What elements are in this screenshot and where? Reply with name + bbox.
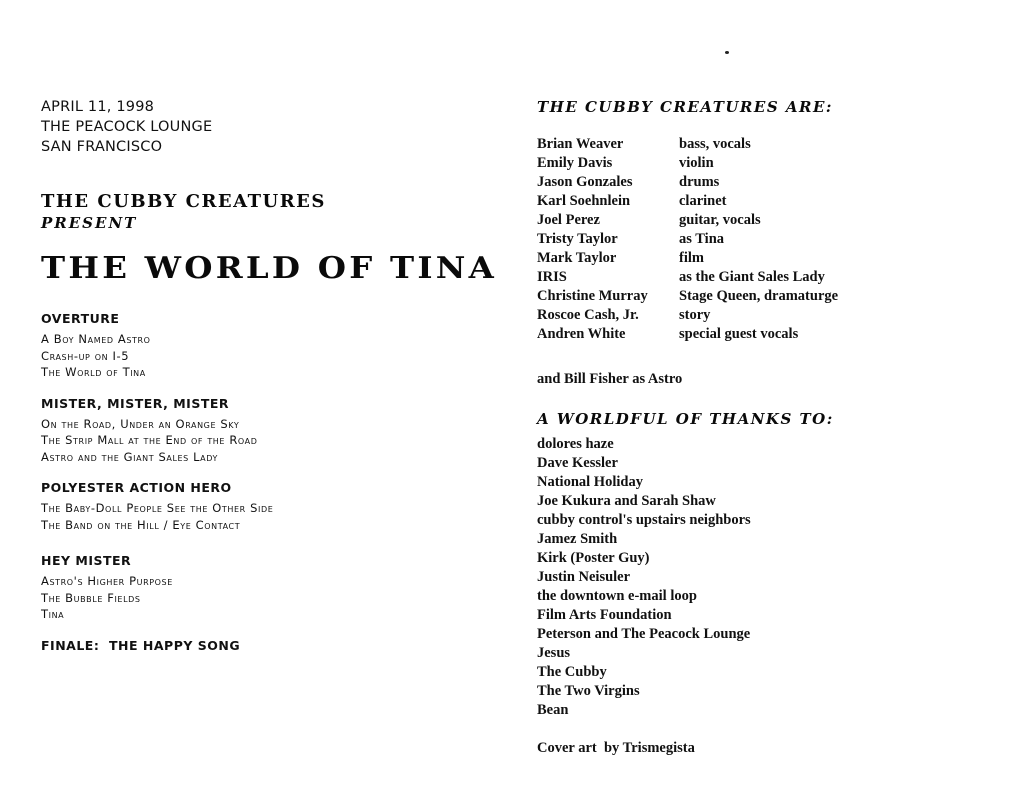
member-name: Brian Weaver [537, 136, 624, 152]
program-right-column [537, 97, 997, 758]
member-row [537, 306, 997, 325]
thanks-item: The Cubby [537, 664, 607, 680]
song-item: Crash-up on I-5 [41, 348, 130, 363]
guest-line: and Bill Fisher as Astro [537, 371, 683, 387]
member-role: clarinet [679, 193, 727, 209]
members-list [537, 135, 997, 344]
event-city: SAN FRANCISCO [41, 139, 163, 155]
song-item: The Bubble Fields [41, 590, 141, 605]
present-heading: PRESENT [41, 214, 138, 232]
thanks-item: Kirk (Poster Guy) [537, 550, 650, 566]
set-polyester-action-hero [41, 480, 481, 533]
member-role: story [679, 307, 711, 323]
member-name: Tristy Taylor [537, 231, 618, 247]
set-title: OVERTURE [41, 311, 120, 326]
thanks-item: Bean [537, 702, 569, 718]
thanks-item: National Holiday [537, 474, 643, 490]
set-hey-mister [41, 553, 481, 623]
member-row [537, 211, 997, 230]
thanks-item: Jamez Smith [537, 531, 618, 547]
song-item: The World of Tina [41, 365, 146, 379]
member-row [537, 173, 997, 192]
member-name: Karl Soehnlein [537, 193, 631, 209]
members-heading: THE CUBBY CREATURES ARE: [537, 98, 833, 116]
thanks-item: cubby control's upstairs neighbors [537, 512, 751, 528]
member-role: guitar, vocals [679, 212, 761, 228]
song-item: Astro's Higher Purpose [41, 574, 173, 588]
set-title: MISTER, MISTER, MISTER [41, 395, 230, 411]
member-role: drums [679, 174, 720, 190]
event-info [41, 97, 481, 157]
thanks-item: Peterson and The Peacock Lounge [537, 626, 751, 642]
song-item: Astro and the Giant Sales Lady [41, 449, 219, 464]
set-overture [41, 311, 481, 381]
event-venue: THE PEACOCK LOUNGE [41, 119, 213, 135]
member-row [537, 192, 997, 211]
member-role: as Tina [679, 231, 725, 247]
event-date: APRIL 11, 1998 [41, 99, 155, 115]
member-row [537, 249, 997, 268]
setlist [41, 311, 481, 653]
cover-art-credit: Cover art by Trismegista [537, 740, 695, 756]
thanks-item: Jesus [537, 645, 571, 661]
thanks-item: the downtown e-mail loop [537, 588, 697, 604]
member-role: Stage Queen, dramaturge [679, 288, 839, 304]
thanks-item: Joe Kukura and Sarah Shaw [537, 493, 716, 509]
member-name: Mark Taylor [537, 250, 617, 266]
show-title: THE WORLD OF TINA [41, 251, 498, 286]
thanks-item: dolores haze [537, 436, 614, 452]
member-name: IRIS [537, 269, 567, 285]
set-mister-mister-mister [41, 396, 481, 466]
member-name: Joel Perez [537, 212, 600, 228]
member-name: Emily Davis [537, 155, 613, 171]
program-left-column [41, 97, 498, 653]
member-row [537, 135, 997, 154]
member-row [537, 325, 997, 344]
member-role: violin [679, 155, 714, 171]
thanks-item: Film Arts Foundation [537, 607, 672, 623]
member-role: as the Giant Sales Lady [679, 269, 825, 285]
song-item: The Strip Mall at the End of the Road [41, 433, 258, 447]
presenter-heading: THE CUBBY CREATURES [41, 191, 326, 212]
thanks-item: The Two Virgins [537, 683, 640, 699]
song-item: The Band on the Hill / Eye Contact [41, 517, 241, 532]
member-row [537, 230, 997, 249]
member-row [537, 287, 997, 306]
member-name: Andren White [537, 326, 626, 342]
member-name: Jason Gonzales [537, 174, 633, 190]
member-role: bass, vocals [679, 136, 751, 152]
set-title: POLYESTER ACTION HERO [41, 480, 232, 495]
member-role: film [679, 250, 704, 266]
set-title: HEY MISTER [41, 553, 132, 568]
member-row [537, 154, 997, 173]
member-name: Christine Murray [537, 288, 648, 304]
paper-speck [725, 51, 729, 54]
song-item: Tina [41, 607, 65, 621]
thanks-item: Dave Kessler [537, 455, 618, 471]
member-name: Roscoe Cash, Jr. [537, 307, 639, 323]
song-item: A Boy Named Astro [41, 332, 151, 346]
member-row [537, 268, 997, 287]
thanks-list [537, 435, 997, 720]
thanks-item: Justin Neisuler [537, 569, 631, 585]
song-item: On the Road, Under an Orange Sky [41, 416, 240, 431]
song-item: The Baby-Doll People See the Other Side [41, 501, 274, 515]
member-role: special guest vocals [679, 326, 799, 342]
finale-line: FINALE: THE HAPPY SONG [41, 637, 241, 653]
thanks-heading: A WORLDFUL OF THANKS TO: [537, 410, 834, 428]
